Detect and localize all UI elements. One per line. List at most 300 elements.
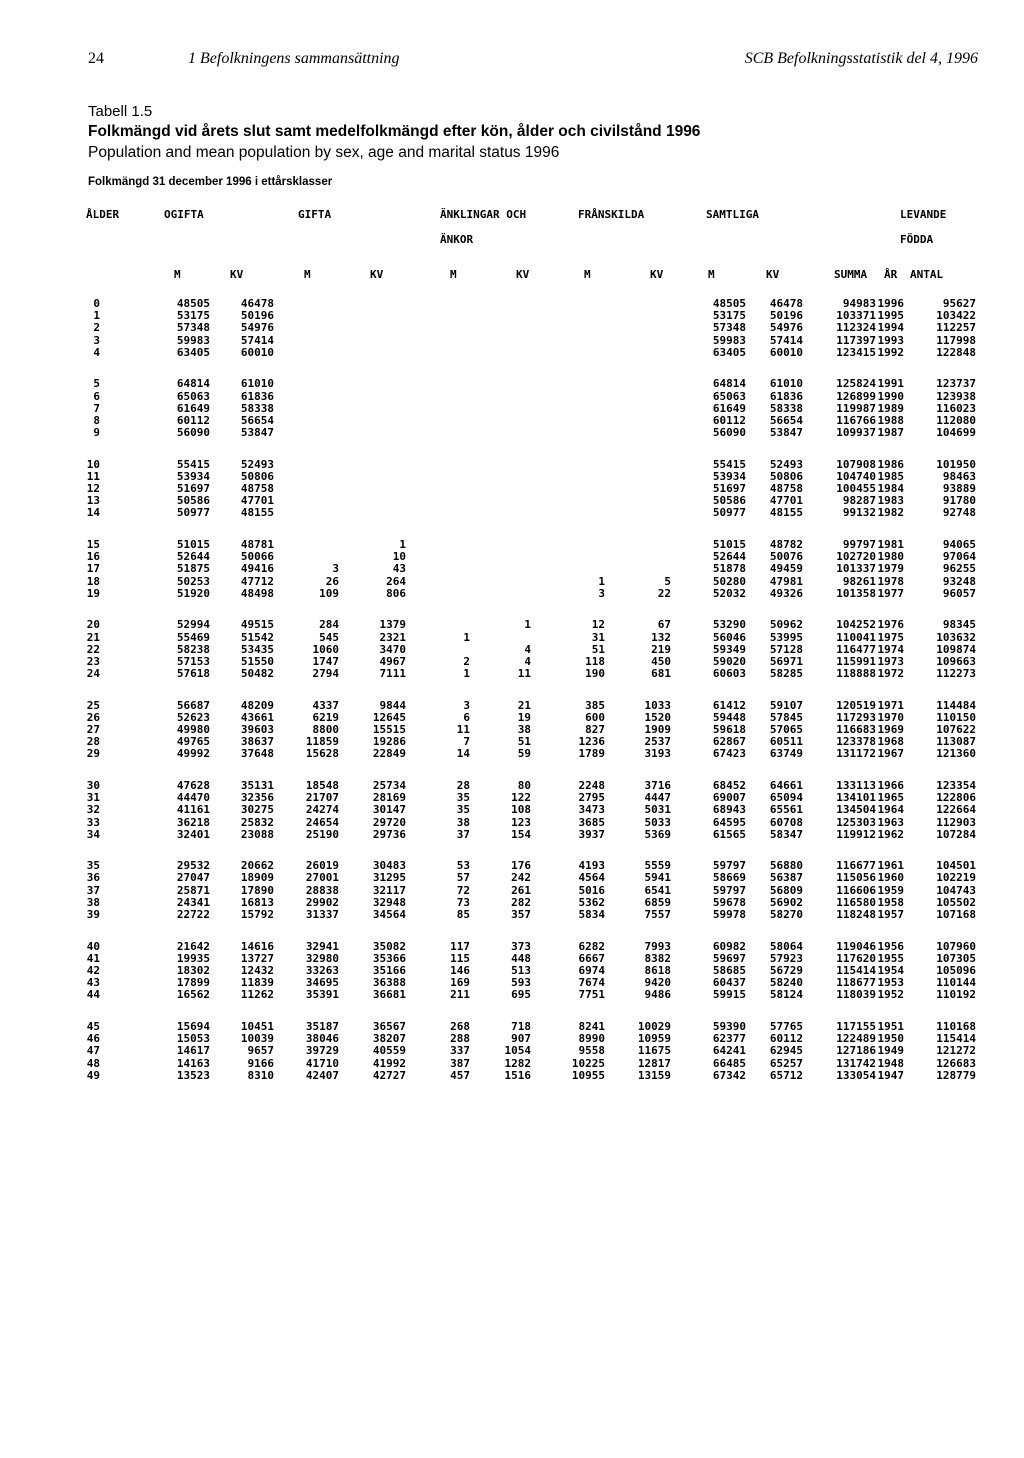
table-cell: 60112 xyxy=(769,1032,803,1046)
table-cell: 10955 xyxy=(571,1068,605,1082)
table-cell: 7 xyxy=(463,735,470,749)
table-cell: 29532 xyxy=(176,859,210,873)
table-cell: 387 xyxy=(450,1056,470,1070)
table-cell: 115056 xyxy=(836,871,876,885)
table-cell: 98345 xyxy=(942,618,976,632)
table-cell: 1 xyxy=(399,537,406,551)
table-cell: 51015 xyxy=(176,537,210,551)
table-cell: 48758 xyxy=(769,482,803,496)
table-cell: 1950 xyxy=(877,1032,904,1046)
column-group-headers xyxy=(86,209,986,269)
table-cell: 268 xyxy=(450,1019,470,1033)
table-cell: 115 xyxy=(450,951,470,965)
table-row xyxy=(86,378,986,390)
table-cell: 1974 xyxy=(877,642,904,656)
table-cell: 64661 xyxy=(769,778,803,792)
table-cell: 53435 xyxy=(240,642,274,656)
table-cell: 117155 xyxy=(836,1019,876,1033)
table-cell: 65257 xyxy=(769,1056,803,1070)
table-cell: 36567 xyxy=(372,1019,406,1033)
table-cell: 52032 xyxy=(712,586,746,600)
table-cell: 10039 xyxy=(240,1032,274,1046)
table-cell: 41 xyxy=(86,951,100,965)
table-cell: 35166 xyxy=(372,964,406,977)
table-cell: 38207 xyxy=(372,1032,406,1046)
table-cell: 109874 xyxy=(936,642,976,656)
table-cell: 121360 xyxy=(936,747,976,761)
table-cell: 1980 xyxy=(877,550,904,564)
table-cell: 118039 xyxy=(836,988,876,1002)
table-cell: 10451 xyxy=(240,1019,274,1033)
table-cell: 3716 xyxy=(644,778,671,792)
table-cell: 36218 xyxy=(176,815,210,829)
table-cell: 6 xyxy=(463,710,470,724)
table-cell: 59797 xyxy=(712,883,746,897)
table-cell: 373 xyxy=(511,939,531,953)
table-cell: 61836 xyxy=(240,389,274,403)
table-cell: 28 xyxy=(86,735,100,749)
table-cell: 48155 xyxy=(240,506,274,520)
table-title-swedish: Folkmängd vid årets slut samt medelfolkmängd efter kön, ålder och civilstånd 1996 xyxy=(88,123,701,140)
table-cell: 116023 xyxy=(936,401,976,415)
table-cell: 47 xyxy=(86,1044,100,1058)
table-cell: 119987 xyxy=(836,401,876,415)
table-cell: 64241 xyxy=(712,1044,746,1058)
table-cell: 64814 xyxy=(176,377,210,391)
col-gifta: GIFTA xyxy=(298,208,332,221)
table-cell: 12817 xyxy=(637,1056,671,1070)
table-cell: 37 xyxy=(456,827,470,841)
table-cell: 1953 xyxy=(877,976,904,990)
table-cell: 21 xyxy=(517,698,531,712)
table-cell: 48155 xyxy=(769,506,803,520)
table-cell: 51 xyxy=(591,642,605,656)
table-cell: 51550 xyxy=(240,654,274,668)
table-cell: 32 xyxy=(86,803,100,817)
table-cell: 3 xyxy=(598,586,605,600)
table-cell: 1989 xyxy=(877,401,904,415)
table-cell: 48758 xyxy=(240,482,274,496)
table-cell: 105096 xyxy=(936,964,976,977)
table-cell: 35366 xyxy=(372,951,406,965)
population-table xyxy=(86,209,986,1101)
table-cell: 25832 xyxy=(240,815,274,829)
table-cell: 68943 xyxy=(712,803,746,817)
table-cell: 1973 xyxy=(877,654,904,668)
table-cell: 4 xyxy=(524,654,531,668)
table-cell: 1983 xyxy=(877,494,904,508)
table-cell: 98287 xyxy=(842,494,876,508)
table-cell: 122664 xyxy=(936,803,976,817)
table-cell: 57618 xyxy=(176,667,210,681)
sub-ar: ÅR xyxy=(884,268,898,281)
table-cell: 56880 xyxy=(769,859,803,873)
table-cell: 48782 xyxy=(769,537,803,551)
table-cell: 57128 xyxy=(769,642,803,656)
table-cell: 46478 xyxy=(769,297,803,310)
table-cell: 56654 xyxy=(769,413,803,427)
table-cell: 4564 xyxy=(578,871,605,885)
table-cell: 4447 xyxy=(644,791,671,805)
table-cell: 47701 xyxy=(769,494,803,508)
table-cell: 6541 xyxy=(644,883,671,897)
table-cell: 3 xyxy=(93,333,100,347)
table-cell: 116580 xyxy=(836,895,876,909)
table-cell: 28838 xyxy=(305,883,339,897)
table-cell: 53847 xyxy=(240,426,274,440)
table-cell: 61412 xyxy=(712,698,746,712)
table-cell: 1282 xyxy=(504,1056,531,1070)
table-cell: 27001 xyxy=(305,871,339,885)
table-cell: 1957 xyxy=(877,908,904,922)
table-cell: 1987 xyxy=(877,426,904,440)
table-cell: 13727 xyxy=(240,951,274,965)
table-cell: 1967 xyxy=(877,747,904,761)
table-cell: 110192 xyxy=(936,988,976,1002)
table-cell: 1965 xyxy=(877,791,904,805)
table-cell: 48498 xyxy=(240,586,274,600)
table-cell: 1991 xyxy=(877,377,904,391)
table-cell: 44470 xyxy=(176,791,210,805)
col-fodda: FÖDDA xyxy=(900,233,934,246)
table-cell: 120519 xyxy=(836,698,876,712)
table-cell: 190 xyxy=(585,667,605,681)
table-cell: 8382 xyxy=(644,951,671,965)
table-cell: 47981 xyxy=(769,574,803,588)
table-cell: 33 xyxy=(86,815,100,829)
table-cell: 60437 xyxy=(712,976,746,990)
table-cell: 53 xyxy=(456,859,470,873)
table-row xyxy=(86,1058,986,1070)
table-cell: 5016 xyxy=(578,883,605,897)
table-cell: 36681 xyxy=(372,988,406,1002)
row-group xyxy=(86,619,986,680)
table-cell: 55415 xyxy=(712,457,746,471)
table-cell: 288 xyxy=(450,1032,470,1046)
table-cell: 59915 xyxy=(712,988,746,1002)
table-cell: 282 xyxy=(511,895,531,909)
sub-m: M xyxy=(450,268,457,281)
table-cell: 131172 xyxy=(836,747,876,761)
table-cell: 4337 xyxy=(312,698,339,712)
table-cell: 448 xyxy=(511,951,531,965)
table-row xyxy=(86,909,986,921)
table-cell: 107908 xyxy=(836,457,876,471)
table-cell: 25871 xyxy=(176,883,210,897)
table-cell: 66485 xyxy=(712,1056,746,1070)
table-cell: 117998 xyxy=(936,333,976,347)
table-cell: 50962 xyxy=(769,618,803,632)
table-cell: 2 xyxy=(93,321,100,335)
table-cell: 125303 xyxy=(836,815,876,829)
table-cell: 117 xyxy=(450,939,470,953)
table-cell: 1 xyxy=(93,309,100,323)
sub-kv: KV xyxy=(230,268,244,281)
table-cell: 600 xyxy=(585,710,605,724)
publication-title: SCB Befolkningsstatistik del 4, 1996 xyxy=(744,50,978,67)
table-cell: 827 xyxy=(585,723,605,737)
table-row xyxy=(86,347,986,359)
table-cell: 51697 xyxy=(712,482,746,496)
table-cell: 48505 xyxy=(712,297,746,310)
table-cell: 102219 xyxy=(936,871,976,885)
table-cell: 61649 xyxy=(176,401,210,415)
table-cell: 107960 xyxy=(936,939,976,953)
table-cell: 34695 xyxy=(305,976,339,990)
table-cell: 1958 xyxy=(877,895,904,909)
table-cell: 55469 xyxy=(176,630,210,644)
table-cell: 242 xyxy=(511,871,531,885)
table-cell: 110144 xyxy=(936,976,976,990)
table-cell: 8990 xyxy=(578,1032,605,1046)
table-cell: 37648 xyxy=(240,747,274,761)
table-cell: 14 xyxy=(86,506,100,520)
table-cell: 107305 xyxy=(936,951,976,965)
table-cell: 57 xyxy=(456,871,470,885)
table-cell: 56090 xyxy=(176,426,210,440)
table-cell: 1516 xyxy=(504,1068,531,1082)
table-cell: 60112 xyxy=(176,413,210,427)
table-cell: 101337 xyxy=(836,562,876,576)
table-cell: 36 xyxy=(86,871,100,885)
table-cell: 52493 xyxy=(769,457,803,471)
table-cell: 35 xyxy=(456,803,470,817)
table-cell: 107622 xyxy=(936,723,976,737)
table-cell: 49980 xyxy=(176,723,210,737)
table-cell: 9166 xyxy=(247,1056,274,1070)
table-cell: 18548 xyxy=(305,778,339,792)
table-cell: 6282 xyxy=(578,939,605,953)
table-cell: 1981 xyxy=(877,537,904,551)
table-cell: 17 xyxy=(86,562,100,576)
table-cell: 125824 xyxy=(836,377,876,391)
table-cell: 40 xyxy=(86,939,100,953)
table-cell: 1963 xyxy=(877,815,904,829)
table-cell: 72 xyxy=(456,883,470,897)
table-cell: 9558 xyxy=(578,1044,605,1058)
table-cell: 1 xyxy=(463,630,470,644)
table-cell: 20 xyxy=(86,618,100,632)
table-cell: 68452 xyxy=(712,778,746,792)
table-cell: 3473 xyxy=(578,803,605,817)
table-cell: 357 xyxy=(511,908,531,922)
table-cell: 41992 xyxy=(372,1056,406,1070)
table-cell: 59618 xyxy=(712,723,746,737)
table-cell: 117293 xyxy=(836,710,876,724)
row-group xyxy=(86,459,986,520)
table-cell: 48505 xyxy=(176,297,210,310)
table-cell: 60010 xyxy=(769,345,803,359)
table-cell: 31337 xyxy=(305,908,339,922)
table-cell: 1969 xyxy=(877,723,904,737)
table-cell: 100455 xyxy=(836,482,876,496)
table-cell: 51 xyxy=(517,735,531,749)
table-cell: 58238 xyxy=(176,642,210,656)
table-cell: 15053 xyxy=(176,1032,210,1046)
table-cell: 39 xyxy=(86,908,100,922)
table-cell: 1993 xyxy=(877,333,904,347)
row-group xyxy=(86,860,986,921)
table-row xyxy=(86,427,986,439)
table-cell: 67342 xyxy=(712,1068,746,1082)
table-cell: 59448 xyxy=(712,710,746,724)
table-cell: 30147 xyxy=(372,803,406,817)
table-cell: 102720 xyxy=(836,550,876,564)
table-cell: 6219 xyxy=(312,710,339,724)
table-cell: 19 xyxy=(86,586,100,600)
table-cell: 44 xyxy=(86,988,100,1002)
table-cell: 1 xyxy=(463,667,470,681)
table-row xyxy=(86,335,986,347)
table-cell: 24274 xyxy=(305,803,339,817)
table-cell: 112324 xyxy=(836,321,876,335)
table-cell: 33263 xyxy=(305,964,339,977)
table-cell: 64595 xyxy=(712,815,746,829)
table-cell: 107284 xyxy=(936,827,976,841)
table-cell: 29736 xyxy=(372,827,406,841)
table-cell: 58270 xyxy=(769,908,803,922)
table-cell: 126683 xyxy=(936,1056,976,1070)
table-cell: 62945 xyxy=(769,1044,803,1058)
table-cell: 55415 xyxy=(176,457,210,471)
table-cell: 128779 xyxy=(936,1068,976,1082)
table-cell: 6974 xyxy=(578,964,605,977)
table-cell: 11 xyxy=(86,469,100,483)
table-cell: 1520 xyxy=(644,710,671,724)
sub-m: M xyxy=(708,268,715,281)
sub-m: M xyxy=(174,268,181,281)
table-cell: 25 xyxy=(86,698,100,712)
table-cell: 19286 xyxy=(372,735,406,749)
table-cell: 116677 xyxy=(836,859,876,873)
table-row xyxy=(86,1045,986,1057)
table-cell: 117620 xyxy=(836,951,876,965)
table-cell: 132 xyxy=(651,630,671,644)
table-cell: 101358 xyxy=(836,586,876,600)
table-cell: 65561 xyxy=(769,803,803,817)
table-cell: 1960 xyxy=(877,871,904,885)
table-cell: 513 xyxy=(511,964,531,977)
table-cell: 133113 xyxy=(836,778,876,792)
table-cell: 49 xyxy=(86,1068,100,1082)
table-cell: 42 xyxy=(86,964,100,977)
table-cell: 1975 xyxy=(877,630,904,644)
table-cell: 34564 xyxy=(372,908,406,922)
table-cell: 8618 xyxy=(644,964,671,977)
table-cell: 5559 xyxy=(644,859,671,873)
column-subheaders xyxy=(86,269,986,298)
table-cell: 13159 xyxy=(637,1068,671,1082)
table-cell: 9486 xyxy=(644,988,671,1002)
table-cell: 3937 xyxy=(578,827,605,841)
table-cell: 91780 xyxy=(942,494,976,508)
table-cell: 1990 xyxy=(877,389,904,403)
table-cell: 50586 xyxy=(176,494,210,508)
table-cell: 11859 xyxy=(305,735,339,749)
table-cell: 31 xyxy=(86,791,100,805)
table-cell: 122806 xyxy=(936,791,976,805)
table-cell: 2537 xyxy=(644,735,671,749)
table-cell: 73 xyxy=(456,895,470,909)
table-cell: 10029 xyxy=(637,1019,671,1033)
table-cell: 1033 xyxy=(644,698,671,712)
table-cell: 118 xyxy=(585,654,605,668)
table-cell: 56971 xyxy=(769,654,803,668)
table-cell: 17890 xyxy=(240,883,274,897)
table-cell: 13523 xyxy=(176,1068,210,1082)
table-cell: 3470 xyxy=(379,642,406,656)
table-cell: 67423 xyxy=(712,747,746,761)
table-cell: 116766 xyxy=(836,413,876,427)
table-cell: 53847 xyxy=(769,426,803,440)
table-cell: 26 xyxy=(325,574,339,588)
table-cell: 122 xyxy=(511,791,531,805)
table-cell: 118248 xyxy=(836,908,876,922)
table-cell: 59983 xyxy=(176,333,210,347)
table-cell: 10959 xyxy=(637,1032,671,1046)
table-cell: 284 xyxy=(319,618,339,632)
table-cell: 123737 xyxy=(936,377,976,391)
table-cell: 56387 xyxy=(769,871,803,885)
sub-kv: KV xyxy=(766,268,780,281)
table-cell: 58124 xyxy=(769,988,803,1002)
table-cell: 53290 xyxy=(712,618,746,632)
table-cell: 29720 xyxy=(372,815,406,829)
table-cell: 4967 xyxy=(379,654,406,668)
table-row xyxy=(86,619,986,631)
table-cell: 57923 xyxy=(769,951,803,965)
table-row xyxy=(86,748,986,760)
table-cell: 211 xyxy=(450,988,470,1002)
table-cell: 42407 xyxy=(305,1068,339,1082)
table-cell: 61010 xyxy=(240,377,274,391)
table-cell: 56654 xyxy=(240,413,274,427)
table-cell: 122489 xyxy=(836,1032,876,1046)
table-cell: 51542 xyxy=(240,630,274,644)
table-cell: 56729 xyxy=(769,964,803,977)
table-cell: 7993 xyxy=(644,939,671,953)
table-cell: 59020 xyxy=(712,654,746,668)
table-cell: 18909 xyxy=(240,871,274,885)
table-title-english: Population and mean population by sex, age and marital status 1996 xyxy=(88,144,560,161)
table-cell: 59978 xyxy=(712,908,746,922)
table-cell: 57845 xyxy=(769,710,803,724)
sub-kv: KV xyxy=(650,268,664,281)
table-cell: 94065 xyxy=(942,537,976,551)
sub-antal: ANTAL xyxy=(910,268,944,281)
table-cell: 95627 xyxy=(942,297,976,310)
table-cell: 5362 xyxy=(578,895,605,909)
table-cell: 58347 xyxy=(769,827,803,841)
table-cell: 1971 xyxy=(877,698,904,712)
table-cell: 46478 xyxy=(240,297,274,310)
table-cell: 50482 xyxy=(240,667,274,681)
table-cell: 25190 xyxy=(305,827,339,841)
table-cell: 7674 xyxy=(578,976,605,990)
table-cell: 23 xyxy=(86,654,100,668)
table-cell: 113087 xyxy=(936,735,976,749)
table-cell: 38046 xyxy=(305,1032,339,1046)
table-cell: 57765 xyxy=(769,1019,803,1033)
chapter-title: 1 Befolkningens sammansättning xyxy=(188,50,400,67)
table-cell: 127186 xyxy=(836,1044,876,1058)
table-cell: 118888 xyxy=(836,667,876,681)
table-cell: 35131 xyxy=(240,778,274,792)
table-cell: 8310 xyxy=(247,1068,274,1082)
table-cell: 39603 xyxy=(240,723,274,737)
table-cell: 14616 xyxy=(240,939,274,953)
table-cell: 56046 xyxy=(712,630,746,644)
